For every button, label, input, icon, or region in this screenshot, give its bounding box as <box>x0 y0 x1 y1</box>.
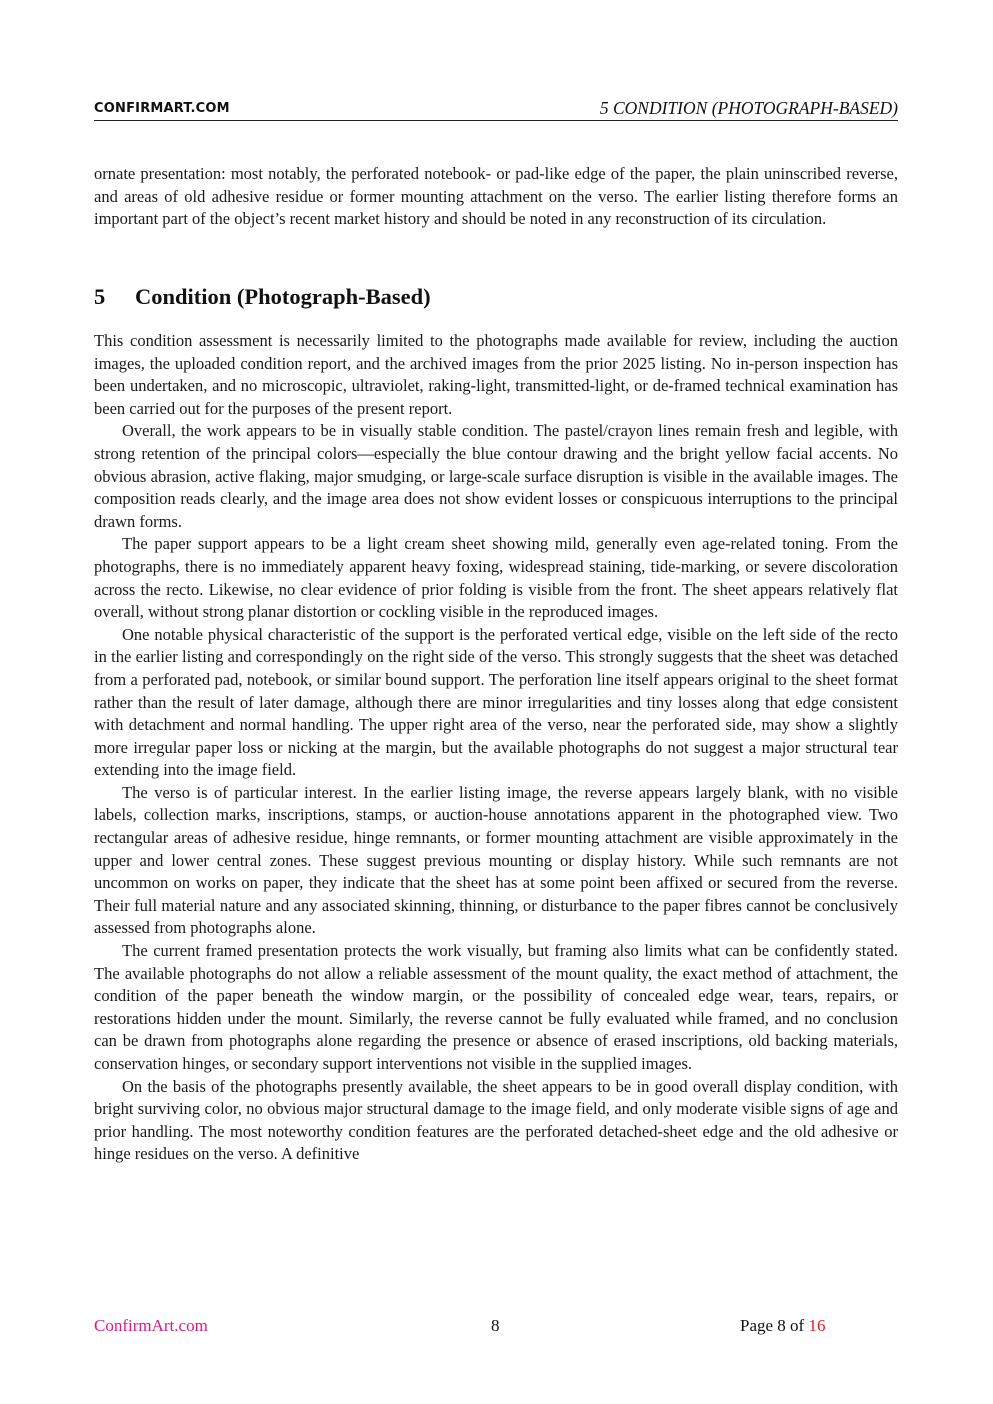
page-header <box>94 98 898 121</box>
site-logo: CONFIRMART.COM <box>94 101 230 116</box>
running-section-title: 5 CONDITION (PHOTOGRAPH-BASED) <box>599 98 898 118</box>
page-number: 8 <box>491 1316 500 1335</box>
body-paragraph: The paper support appears to be a light cream sheet showing mild, generally even age-related toning. From the photographs, there is no immediately apparent heavy foxing, widespread staining, tide-marking, or severe discoloration across the recto. Likewise, no clear evidence of prior folding is visible from the front. The sheet appears relatively flat overall, without strong planar distortion or cockling visible in the reproduced images. <box>94 534 898 622</box>
intro-text <box>94 163 898 231</box>
body-paragraph: The current framed presentation protects the work visually, but framing also limits what can be confidently stated. The available photographs do not allow a reliable assessment of the mount quality, the exact method of attachment, the condition of the paper beneath the window margin, or the possibility of concealed edge wear, tears, repairs, or restorations hidden under the mount. Similarly, the reverse cannot be fully evaluated while framed, and no conclusion can be drawn from photographs alone regarding the presence or absence of erased inscriptions, old backing materials, conservation hinges, or secondary support interventions not visible in the supplied images. <box>94 941 898 1073</box>
body-paragraph: This condition assessment is necessarily limited to the photographs made available for review, including the auction images, the uploaded condition report, and the archived images from the prior 2025 listing. No in-person inspection has been undertaken, and no microscopic, ultraviolet, raking-light, transmitted-light, or de-framed technical examination has been carried out for the purposes of the present report. <box>94 331 898 418</box>
footer-site-link[interactable]: ConfirmArt.com <box>94 1316 208 1335</box>
section-heading <box>94 284 431 310</box>
page-count-label: Page 8 of <box>740 1316 809 1335</box>
body-paragraph: The verso is of particular interest. In the earlier listing image, the reverse appears largely blank, with no visible labels, collection marks, inscriptions, stamps, or auction-house annotations apparent in the photographed view. Two rectangular areas of adhesive residue, hinge remnants, or former mounting attachment are visible approximately in the upper and lower central zones. These suggest previous mounting or display history. While such remnants are not uncommon on works on paper, they indicate that the sheet has at some point been affixed or secured from the reverse. Their full material nature and any associated skinning, thinning, or disturbance to the paper fibres cannot be conclusively assessed from photographs alone. <box>94 782 898 938</box>
body-paragraph: Overall, the work appears to be in visually stable condition. The pastel/crayon lines remain fresh and legible, with strong retention of the principal colors—especially the blue contour drawing and the bright yellow facial accents. No obvious abrasion, active flaking, major smudging, or large-scale surface disruption is visible in the available images. The composition reads clearly, and the image area does not show evident losses or conspicuous interruptions to the principal drawn forms. <box>94 421 898 531</box>
section-title: Condition (Photograph-Based) <box>135 284 431 309</box>
section-body <box>94 330 898 1166</box>
body-paragraph: One notable physical characteristic of the support is the perforated vertical edge, visible on the left side of the recto in the earlier listing and correspondingly on the right side of the verso. This strongly suggests that the sheet was detached from a perforated pad, notebook, or similar bound support. The perforation line itself appears original to the sheet format rather than the result of later damage, although there are minor irregularities and tiny losses along that edge consistent with detachment and normal handling. The upper right area of the verso, near the perforated side, may show a slightly more irregular paper loss or nicking at the margin, but the available photographs do not suggest a major structural tear extending into the image field. <box>94 624 898 780</box>
section-number: 5 <box>94 284 106 309</box>
total-pages-link[interactable]: 16 <box>808 1316 826 1335</box>
body-paragraph: On the basis of the photographs presently available, the sheet appears to be in good overall display condition, with bright surviving color, no obvious major structural damage to the image field, and only moderate visible signs of age and prior handling. The most noteworthy condition features are the perforated detached-sheet edge and the old adhesive or hinge residues on the verso. A definitive <box>94 1076 898 1164</box>
page-footer <box>94 1316 898 1338</box>
intro-paragraph: ornate presentation: most notably, the perforated notebook- or pad-like edge of the paper, the plain uninscribed reverse, and areas of old adhesive residue or former mounting attachment on the verso. The earlier listing therefore forms an important part of the object’s recent market history and should be noted in any reconstruction of its circulation. <box>94 164 898 229</box>
page-count <box>740 1316 825 1336</box>
